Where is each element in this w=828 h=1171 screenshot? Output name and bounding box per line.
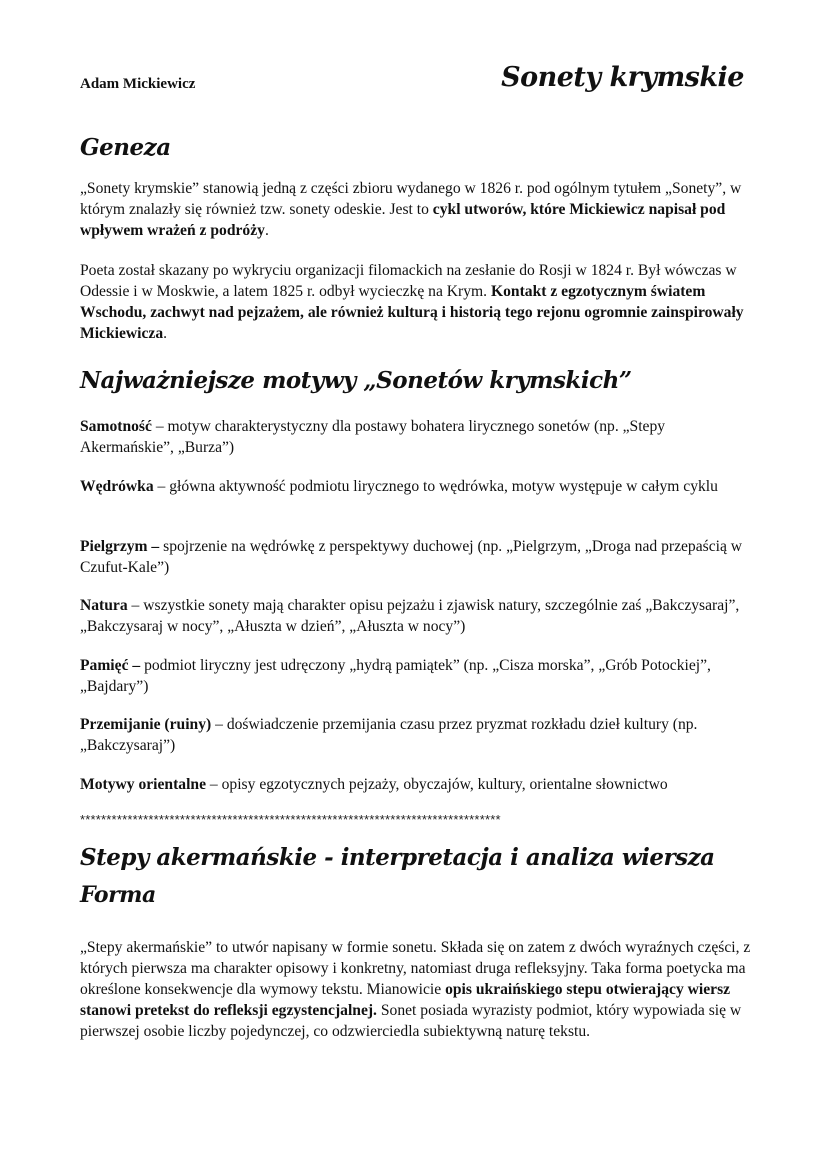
motif-item-natura (80, 595, 752, 637)
motif-item-samotnosc (80, 416, 752, 458)
paragraph-forma (80, 937, 752, 1042)
heading-motywy: Najważniejsze motywy „Sonetów krymskich” (80, 367, 632, 394)
motif-item-orientalne (80, 774, 752, 795)
motif-term: Wędrówka (80, 478, 154, 495)
bold-text: Kontakt z egzotycznym światem Wschodu, zachwyt nad pejzażem, ale również kulturą i historią tego rejonu ogromnie zainspirowały Mickiewicza (80, 283, 744, 342)
motif-description: – doświadczenie przemijania czasu przez pryzmat rozkładu dzieł kultury (np. „Bakczysaraj”) (80, 716, 698, 754)
text: . (264, 222, 269, 239)
motif-description: spojrzenie na wędrówkę z perspektywy duchowej (np. „Pielgrzym, „Droga nad przepaścią w Czufut-Kale”) (80, 538, 743, 576)
subheading-forma: Forma (80, 882, 156, 908)
document-title: Sonety krymskie (501, 62, 744, 93)
author-name: Adam Mickiewicz (80, 76, 196, 92)
motif-description: podmiot liryczny jest udręczony „hydrą pamiątek” (np. „Cisza morska”, „Grób Potockiej”, „Bajdary”) (80, 657, 711, 695)
paragraph-geneza-2 (80, 260, 752, 344)
text: Sonet posiada wyrazisty podmiot, który wypowiada się w pierwszej osobie liczby pojedynczej, co odzwierciedla subiektywną naturę tekstu. (80, 1002, 742, 1040)
motif-description: – główna aktywność podmiotu lirycznego to wędrówka, motyw występuje w całym cyklu (153, 478, 718, 495)
text: „Sonety krymskie” stanowią jedną z części zbioru wydanego w 1826 r. pod ogólnym tytułem „Sonety”, w którym znalazły się również tzw. sonety odeskie. Jest to (80, 180, 742, 218)
motif-description: – wszystkie sonety mają charakter opisu pejzażu i zjawisk natury, szczególnie zaś „Bakczysaraj”, „Bakczysaraj w nocy”, „Ałuszta w dzień”, „Ałuszta w nocy”) (80, 597, 740, 635)
motif-item-pamiec (80, 655, 752, 697)
motif-term: Motywy orientalne (80, 776, 207, 793)
paragraph-geneza-1 (80, 178, 752, 241)
heading-stepy: Stepy akermańskie - interpretacja i analiza wiersza (80, 844, 715, 871)
motif-item-pielgrzym (80, 536, 752, 578)
text: . (163, 325, 168, 342)
motif-description: – opisy egzotycznych pejzaży, obyczajów, kultury, orientalne słownictwo (206, 776, 668, 793)
motif-term: Pielgrzym – (80, 538, 160, 555)
bold-text: cykl utworów, które Mickiewicz napisał pod wpływem wrażeń z podróży (80, 201, 726, 239)
bold-text: opis ukraińskiego stepu otwierający wiersz stanowi pretekst do refleksji egzystencjalnej. (80, 981, 731, 1019)
asterisk-separator: ******************************************************************************** (80, 812, 501, 827)
motif-term: Przemijanie (ruiny) (80, 716, 212, 733)
motif-description: – motyw charakterystyczny dla postawy bohatera lirycznego sonetów (np. „Stepy Akermańskie”, „Burza”) (80, 418, 666, 456)
text: „Stepy akermańskie” to utwór napisany w formie sonetu. Składa się on zatem z dwóch wyraźnych części, z których pierwsza ma charakter opisowy i konkretny, natomiast druga refleksyjny. Taka forma poetycka ma określone konsekwencje dla wymowy tekstu. Mianowicie (80, 939, 751, 998)
text: Poeta został skazany po wykryciu organizacji filomackich na zesłanie do Rosji w 1824 r. Był wówczas w Odessie i w Moskwie, a latem 1825 r. odbył wycieczkę na Krym. (80, 262, 737, 300)
heading-geneza: Geneza (80, 134, 171, 161)
motif-item-wedrowka (80, 476, 752, 497)
motif-term: Natura (80, 597, 128, 614)
motif-term: Pamięć – (80, 657, 141, 674)
motif-term: Samotność (80, 418, 152, 435)
motif-item-przemijanie (80, 714, 752, 756)
